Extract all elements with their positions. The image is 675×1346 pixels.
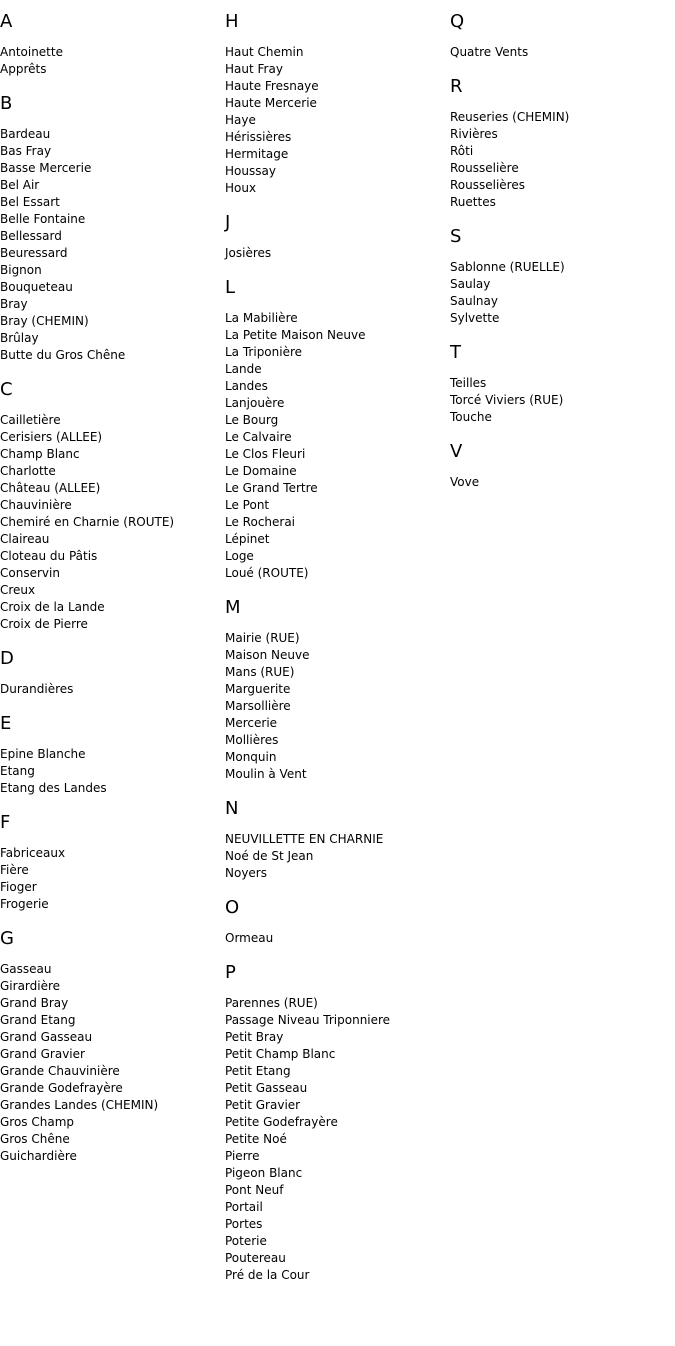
place-item-chemire-en-charnie-route[interactable]: Chemiré en Charnie (ROUTE) (0, 515, 175, 529)
place-item-creux[interactable]: Creux (0, 583, 36, 597)
letter-section-g (0, 927, 222, 1165)
place-item-hermitage[interactable]: Hermitage (225, 147, 289, 161)
place-item-bellessard[interactable]: Bellessard (0, 229, 62, 243)
place-list (0, 44, 222, 78)
letter-heading: M (225, 597, 241, 618)
place-item-houx[interactable]: Houx (225, 181, 257, 195)
place-item-petite-godefrayere[interactable]: Petite Godefrayère (225, 1115, 338, 1129)
letter-heading: F (0, 812, 11, 833)
place-item-loge[interactable]: Loge (225, 549, 254, 563)
place-list (450, 375, 672, 426)
place-item-bel-air[interactable]: Bel Air (0, 178, 40, 192)
place-list (450, 109, 672, 211)
place-item-moulin-a-vent[interactable]: Moulin à Vent (225, 767, 307, 781)
place-item-saulay[interactable]: Saulay (450, 277, 491, 291)
letter-section-r (450, 75, 672, 211)
place-item-fioger[interactable]: Fioger (0, 880, 37, 894)
place-item-pigeon-blanc[interactable]: Pigeon Blanc (225, 1166, 303, 1180)
place-list (225, 310, 447, 582)
place-item-herissieres[interactable]: Hérissières (225, 130, 292, 144)
place-item-le-grand-tertre[interactable]: Le Grand Tertre (225, 481, 318, 495)
place-item-marsolliere[interactable]: Marsollière (225, 699, 291, 713)
place-item-gros-champ[interactable]: Gros Champ (0, 1115, 75, 1129)
letter-heading: P (225, 962, 236, 983)
place-item-durandieres[interactable]: Durandières (0, 682, 74, 696)
place-item-haut-fray[interactable]: Haut Fray (225, 62, 283, 76)
letter-section-q (450, 10, 672, 61)
letter-section-e (0, 712, 222, 797)
place-item-antoinette[interactable]: Antoinette (0, 45, 63, 59)
letter-section-o (225, 896, 447, 947)
place-item-champ-blanc[interactable]: Champ Blanc (0, 447, 80, 461)
place-item-le-domaine[interactable]: Le Domaine (225, 464, 297, 478)
letter-section-f (0, 811, 222, 913)
column-2 (225, 10, 447, 1298)
place-item-fabriceaux[interactable]: Fabriceaux (0, 846, 66, 860)
place-list (450, 44, 672, 61)
place-item-bouqueteau[interactable]: Bouqueteau (0, 280, 73, 294)
place-item-cloteau-du-patis[interactable]: Cloteau du Pâtis (0, 549, 98, 563)
letter-heading: V (450, 441, 463, 462)
place-item-la-triponiere[interactable]: La Triponière (225, 345, 303, 359)
place-item-le-rocherai[interactable]: Le Rocherai (225, 515, 296, 529)
letter-heading: N (225, 798, 239, 819)
place-list (225, 995, 447, 1284)
place-item-conservin[interactable]: Conservin (0, 566, 60, 580)
place-item-guichardiere[interactable]: Guichardière (0, 1149, 77, 1163)
place-item-mans-rue[interactable]: Mans (RUE) (225, 665, 295, 679)
letter-heading: L (225, 277, 236, 298)
place-item-rousseliere[interactable]: Rousselière (450, 161, 519, 175)
place-item-le-calvaire[interactable]: Le Calvaire (225, 430, 292, 444)
place-item-petit-etang[interactable]: Petit Etang (225, 1064, 291, 1078)
place-item-croix-de-pierre[interactable]: Croix de Pierre (0, 617, 88, 631)
place-item-grande-godefrayere[interactable]: Grande Godefrayère (0, 1081, 123, 1095)
letter-section-m (225, 596, 447, 783)
place-item-grand-gasseau[interactable]: Grand Gasseau (0, 1030, 93, 1044)
letter-heading: G (0, 928, 14, 949)
letter-section-l (225, 276, 447, 582)
place-list (0, 746, 222, 797)
place-item-pre-de-la-cour[interactable]: Pré de la Cour (225, 1268, 310, 1282)
place-item-haye[interactable]: Haye (225, 113, 256, 127)
place-item-noyers[interactable]: Noyers (225, 866, 267, 880)
place-item-grand-etang[interactable]: Grand Etang (0, 1013, 76, 1027)
letter-heading: Q (450, 11, 465, 32)
place-list (225, 831, 447, 882)
place-item-petit-gravier[interactable]: Petit Gravier (225, 1098, 301, 1112)
place-item-haute-mercerie[interactable]: Haute Mercerie (225, 96, 317, 110)
letter-section-p (225, 961, 447, 1284)
letter-heading: A (0, 11, 13, 32)
place-item-landes[interactable]: Landes (225, 379, 268, 393)
place-item-rivieres[interactable]: Rivières (450, 127, 498, 141)
letter-heading: S (450, 226, 462, 247)
place-item-bas-fray[interactable]: Bas Fray (0, 144, 52, 158)
place-item-sablonne-ruelle[interactable]: Sablonne (RUELLE) (450, 260, 565, 274)
place-item-butte-du-gros-chene[interactable]: Butte du Gros Chêne (0, 348, 126, 362)
letter-section-n (225, 797, 447, 882)
place-item-petit-bray[interactable]: Petit Bray (225, 1030, 284, 1044)
place-item-poutereau[interactable]: Poutereau (225, 1251, 286, 1265)
letter-heading: H (225, 11, 239, 32)
place-item-chateau-allee[interactable]: Château (ALLEE) (0, 481, 101, 495)
letter-section-v (450, 440, 672, 491)
place-item-poterie[interactable]: Poterie (225, 1234, 267, 1248)
letter-section-j (225, 211, 447, 262)
place-item-mollieres[interactable]: Mollières (225, 733, 279, 747)
place-item-grandes-landes-chemin[interactable]: Grandes Landes (CHEMIN) (0, 1098, 159, 1112)
place-item-teilles[interactable]: Teilles (450, 376, 487, 390)
place-item-parennes-rue[interactable]: Parennes (RUE) (225, 996, 318, 1010)
place-item-grand-bray[interactable]: Grand Bray (0, 996, 69, 1010)
place-list (225, 630, 447, 783)
place-item-mercerie[interactable]: Mercerie (225, 716, 278, 730)
place-item-etang-des-landes[interactable]: Etang des Landes (0, 781, 107, 795)
place-item-josieres[interactable]: Josières (225, 246, 272, 260)
place-item-le-clos-fleuri[interactable]: Le Clos Fleuri (225, 447, 306, 461)
place-item-chauviniere[interactable]: Chauvinière (0, 498, 72, 512)
place-list (0, 961, 222, 1165)
place-item-quatre-vents[interactable]: Quatre Vents (450, 45, 529, 59)
place-item-epine-blanche[interactable]: Epine Blanche (0, 747, 86, 761)
place-item-houssay[interactable]: Houssay (225, 164, 276, 178)
letter-heading: E (0, 713, 12, 734)
place-item-monquin[interactable]: Monquin (225, 750, 277, 764)
place-item-maison-neuve[interactable]: Maison Neuve (225, 648, 310, 662)
letter-section-d (0, 647, 222, 698)
place-item-cerisiers-allee[interactable]: Cerisiers (ALLEE) (0, 430, 103, 444)
place-item-etang[interactable]: Etang (0, 764, 35, 778)
place-item-rousselieres[interactable]: Rousselières (450, 178, 525, 192)
place-list (225, 245, 447, 262)
place-list (0, 412, 222, 633)
letter-heading: D (0, 648, 14, 669)
column-3 (450, 10, 672, 505)
place-item-frogerie[interactable]: Frogerie (0, 897, 49, 911)
place-item-gasseau[interactable]: Gasseau (0, 962, 52, 976)
place-item-charlotte[interactable]: Charlotte (0, 464, 56, 478)
place-item-loue-route[interactable]: Loué (ROUTE) (225, 566, 309, 580)
place-item-portail[interactable]: Portail (225, 1200, 263, 1214)
letter-heading: R (450, 76, 463, 97)
place-item-mairie-rue[interactable]: Mairie (RUE) (225, 631, 300, 645)
place-item-marguerite[interactable]: Marguerite (225, 682, 291, 696)
place-item-torce-viviers-rue[interactable]: Torcé Viviers (RUE) (450, 393, 564, 407)
place-item-noe-de-st-jean[interactable]: Noé de St Jean (225, 849, 314, 863)
place-item-petit-champ-blanc[interactable]: Petit Champ Blanc (225, 1047, 336, 1061)
place-item-sylvette[interactable]: Sylvette (450, 311, 500, 325)
place-item-apprets[interactable]: Apprêts (0, 62, 47, 76)
letter-heading: T (450, 342, 461, 363)
place-item-pierre[interactable]: Pierre (225, 1149, 260, 1163)
place-item-la-mabiliere[interactable]: La Mabilière (225, 311, 298, 325)
place-list (0, 126, 222, 364)
place-item-basse-mercerie[interactable]: Basse Mercerie (0, 161, 92, 175)
place-item-touche[interactable]: Touche (450, 410, 492, 424)
place-item-neuvillette-en-charnie[interactable]: NEUVILLETTE EN CHARNIE (225, 832, 384, 846)
place-list (450, 259, 672, 327)
place-item-gros-chene[interactable]: Gros Chêne (0, 1132, 70, 1146)
place-list (225, 44, 447, 197)
letter-section-b (0, 92, 222, 364)
place-item-brulay[interactable]: Brûlay (0, 331, 39, 345)
place-item-portes[interactable]: Portes (225, 1217, 263, 1231)
place-item-fiere[interactable]: Fière (0, 863, 29, 877)
place-item-girardiere[interactable]: Girardière (0, 979, 61, 993)
place-item-lanjouere[interactable]: Lanjouère (225, 396, 285, 410)
place-item-ormeau[interactable]: Ormeau (225, 931, 274, 945)
place-item-bray[interactable]: Bray (0, 297, 28, 311)
place-list (0, 845, 222, 913)
place-item-bel-essart[interactable]: Bel Essart (0, 195, 60, 209)
place-item-saulnay[interactable]: Saulnay (450, 294, 498, 308)
place-list (450, 474, 672, 491)
place-item-grand-gravier[interactable]: Grand Gravier (0, 1047, 85, 1061)
place-item-haute-fresnaye[interactable]: Haute Fresnaye (225, 79, 319, 93)
letter-section-h (225, 10, 447, 197)
letter-section-a (0, 10, 222, 78)
place-item-lepinet[interactable]: Lépinet (225, 532, 270, 546)
place-item-cailletiere[interactable]: Cailletière (0, 413, 61, 427)
place-item-pont-neuf[interactable]: Pont Neuf (225, 1183, 284, 1197)
place-item-lande[interactable]: Lande (225, 362, 262, 376)
place-item-le-pont[interactable]: Le Pont (225, 498, 270, 512)
place-item-roti[interactable]: Rôti (450, 144, 474, 158)
letter-section-s (450, 225, 672, 327)
place-item-bignon[interactable]: Bignon (0, 263, 42, 277)
place-item-le-bourg[interactable]: Le Bourg (225, 413, 279, 427)
place-item-bardeau[interactable]: Bardeau (0, 127, 51, 141)
place-item-grande-chauviniere[interactable]: Grande Chauvinière (0, 1064, 120, 1078)
place-item-bray-chemin[interactable]: Bray (CHEMIN) (0, 314, 89, 328)
place-item-passage-niveau-triponniere[interactable]: Passage Niveau Triponniere (225, 1013, 391, 1027)
letter-section-t (450, 341, 672, 426)
letter-heading: J (225, 212, 231, 233)
place-item-reuseries-chemin[interactable]: Reuseries (CHEMIN) (450, 110, 570, 124)
place-item-petite-noe[interactable]: Petite Noé (225, 1132, 287, 1146)
letter-heading: C (0, 379, 13, 400)
place-item-croix-de-la-lande[interactable]: Croix de la Lande (0, 600, 105, 614)
place-item-belle-fontaine[interactable]: Belle Fontaine (0, 212, 86, 226)
place-item-petit-gasseau[interactable]: Petit Gasseau (225, 1081, 308, 1095)
place-item-ruettes[interactable]: Ruettes (450, 195, 496, 209)
letter-heading: O (225, 897, 240, 918)
place-item-claireau[interactable]: Claireau (0, 532, 50, 546)
column-1 (0, 10, 222, 1179)
letter-heading: B (0, 93, 13, 114)
letter-section-c (0, 378, 222, 633)
place-item-beuressard[interactable]: Beuressard (0, 246, 68, 260)
place-item-vove[interactable]: Vove (450, 475, 480, 489)
place-list (0, 681, 222, 698)
place-item-la-petite-maison-neuve[interactable]: La Petite Maison Neuve (225, 328, 366, 342)
place-list (225, 930, 447, 947)
place-item-haut-chemin[interactable]: Haut Chemin (225, 45, 304, 59)
